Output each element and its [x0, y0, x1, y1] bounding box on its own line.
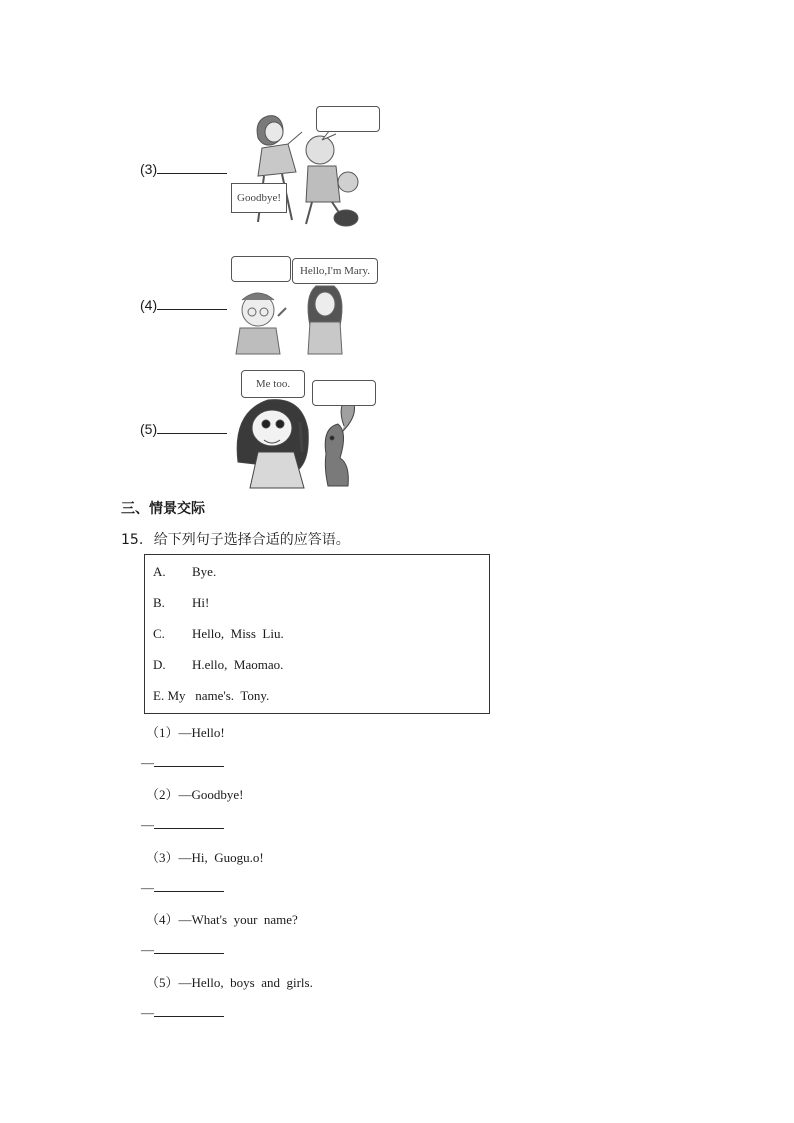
item-4 [146, 909, 298, 928]
question-number: (4) [140, 297, 158, 313]
question-15-prompt [121, 529, 350, 549]
question-number: (5) [140, 421, 158, 437]
picture-5-illustration [228, 392, 388, 492]
speech-bubble-right: Hello,I'm Mary. [292, 258, 378, 284]
answer-blank[interactable] [157, 421, 227, 434]
option-letter: D. [153, 657, 166, 672]
item-text: —Hi, Guogu.o! [178, 850, 264, 865]
option-letter: E. My [153, 688, 186, 703]
picture-4-label [140, 297, 227, 313]
answer-blank[interactable] [154, 754, 224, 767]
option-c [153, 626, 284, 642]
answer-dash: — [141, 880, 154, 895]
answer-dash: — [141, 817, 154, 832]
item-5-answer [141, 1004, 224, 1021]
item-5 [146, 972, 313, 991]
option-b [153, 595, 209, 611]
item-number: （1） [146, 725, 179, 740]
speech-bubble-right [312, 380, 376, 406]
speech-bubble-left: Me too. [241, 370, 305, 398]
option-a [153, 564, 216, 580]
answer-blank[interactable] [157, 297, 227, 310]
option-text: Hello, Miss Liu. [192, 626, 284, 641]
section-title: 三、情景交际 [121, 501, 205, 517]
option-d [153, 657, 283, 673]
option-text: Bye. [192, 564, 217, 579]
option-text: Hi! [192, 595, 210, 610]
answer-blank[interactable] [154, 879, 224, 892]
item-3-answer [141, 879, 224, 896]
item-1-answer [141, 754, 224, 771]
item-number: （3） [146, 850, 179, 865]
answer-blank[interactable] [154, 816, 224, 829]
answer-blank[interactable] [154, 941, 224, 954]
item-1 [146, 722, 225, 741]
answer-dash: — [141, 1005, 154, 1020]
item-2-answer [141, 816, 224, 833]
item-number: （4） [146, 912, 179, 927]
item-text: —Hello! [178, 725, 225, 740]
answer-dash: — [141, 755, 154, 770]
option-e [153, 688, 269, 704]
question-prompt: 给下列句子选择合适的应答语。 [153, 532, 350, 548]
options-box [144, 554, 490, 714]
picture-3-label [140, 161, 227, 177]
question-number: 15. [121, 532, 144, 548]
answer-blank[interactable] [154, 1004, 224, 1017]
question-number: (3) [140, 161, 158, 177]
picture-5-label [140, 421, 227, 437]
option-letter: B. [153, 595, 165, 610]
option-text: name's. Tony. [185, 688, 270, 703]
item-text: —Goodbye! [178, 787, 244, 802]
item-number: （2） [146, 787, 179, 802]
option-letter: A. [153, 564, 166, 579]
speech-bubble-right [316, 106, 380, 132]
goodbye-sign: Goodbye! [231, 183, 287, 213]
answer-dash: — [141, 942, 154, 957]
answer-blank[interactable] [157, 161, 227, 174]
item-3 [146, 847, 264, 866]
item-text: —What's your name? [178, 912, 298, 927]
item-2 [146, 784, 244, 803]
item-number: （5） [146, 975, 179, 990]
item-text: —Hello, boys and girls. [178, 975, 313, 990]
speech-bubble-left [231, 256, 291, 282]
option-letter: C. [153, 626, 165, 641]
option-text: H.ello, Maomao. [192, 657, 284, 672]
item-4-answer [141, 941, 224, 958]
